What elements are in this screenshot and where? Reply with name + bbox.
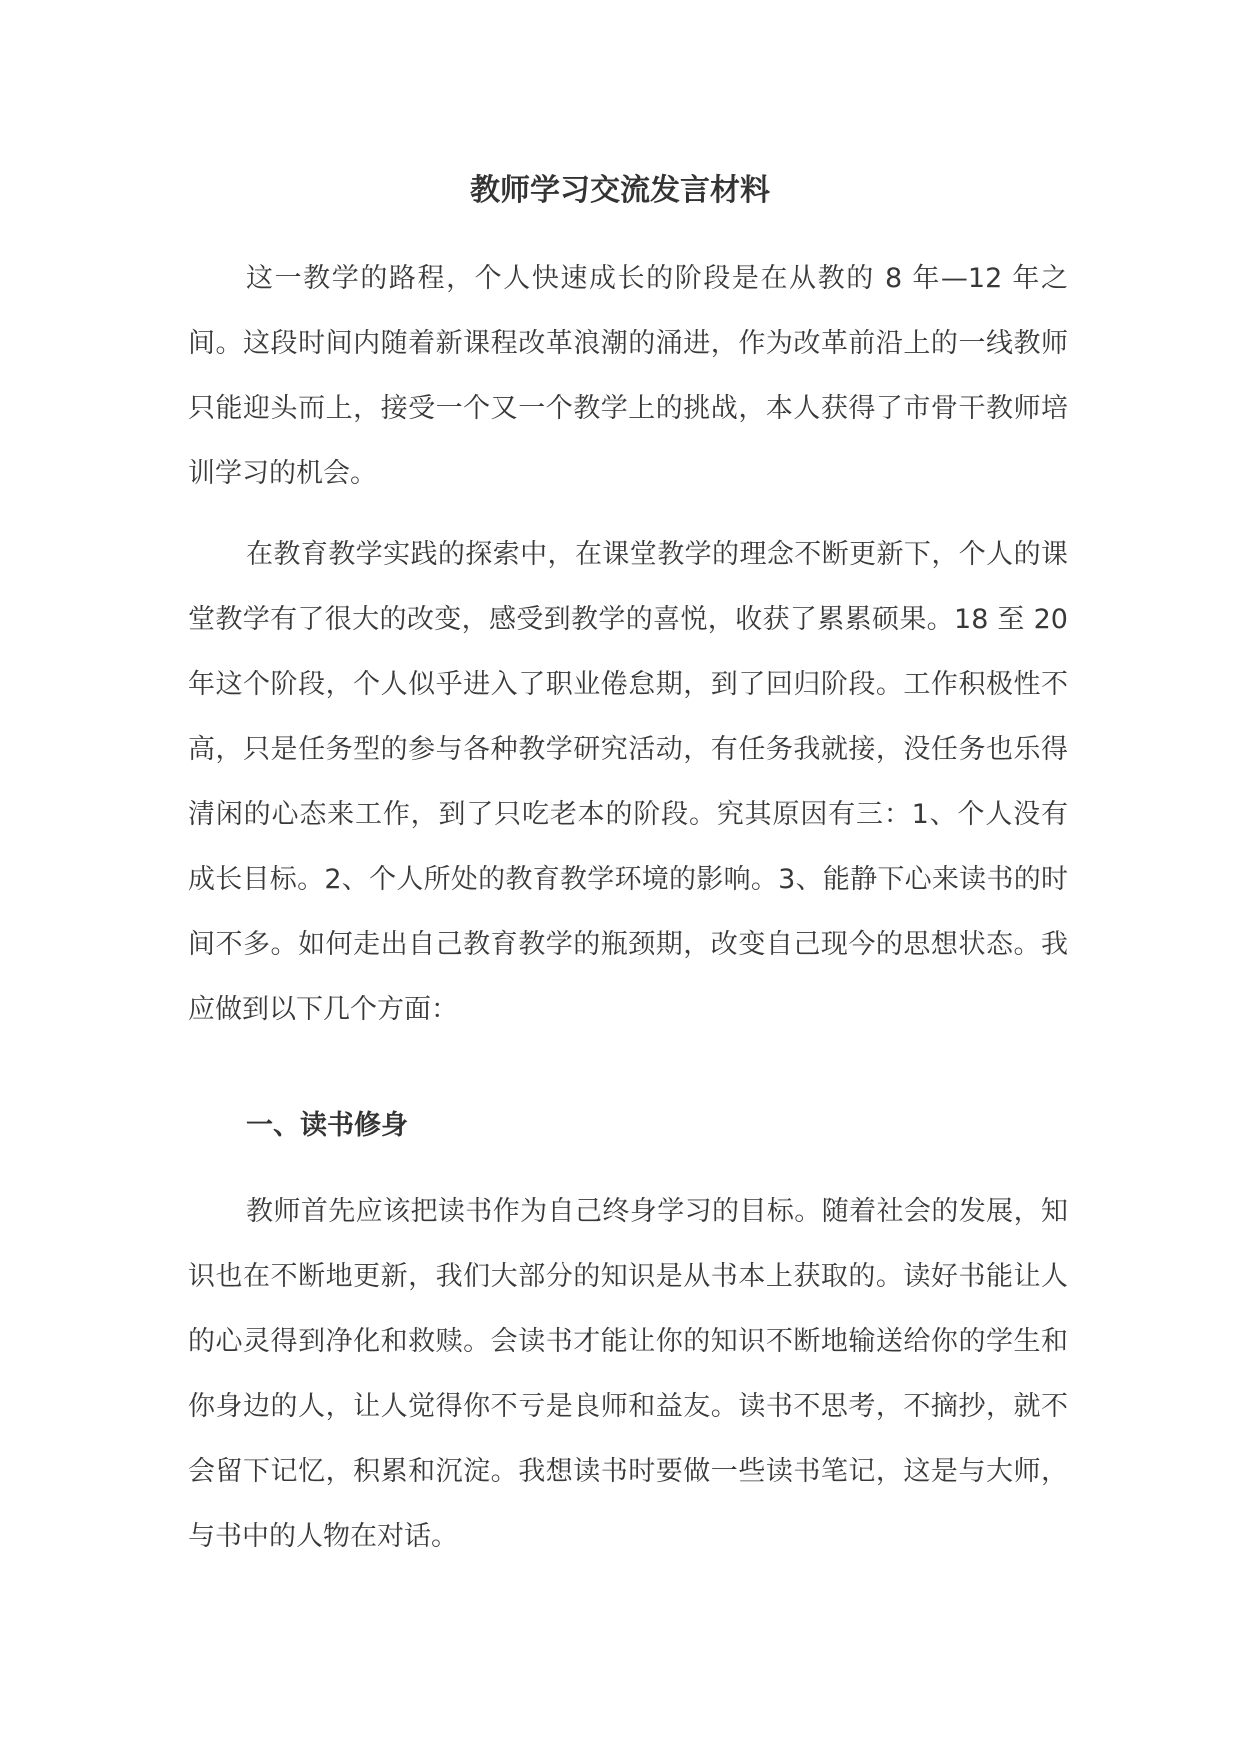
paragraph-reflection: 在教育教学实践的探索中，在课堂教学的理念不断更新下，个人的课堂教学有了很大的改变，感受到教学的喜悦，收获了累累硕果。18 至 20 年这个阶段，个人似乎进入了职业倦怠期，到了回归阶段。工作积极性不高，只是任务型的参与各种教学研究活动，有任务我就接，没任务也乐得清闲的心态来工作，到了只吃老本的阶段。究其原因有三：1、个人没有成长目标。2、个人所处的教育教学环境的影响。3、能静下心来读书的时间不多。如何走出自己教育教学的瓶颈期，改变自己现今的思想状态。我应做到以下几个方面： [188, 539, 1068, 1025]
paragraph-reading: 教师首先应该把读书作为自己终身学习的目标。随着社会的发展，知识也在不断地更新，我们大部分的知识是从书本上获取的。读好书能让人的心灵得到净化和救赎。会读书才能让你的知识不断地输送给你的学生和你身边的人，让人觉得你不亏是良师和益友。读书不思考，不摘抄，就不会留下记忆，积累和沉淀。我想读书时要做一些读书笔记，这是与大师，与书中的人物在对话。 [188, 1196, 1068, 1552]
paragraph-intro: 这一教学的路程，个人快速成长的阶段是在从教的 8 年—12 年之间。这段时间内随着新课程改革浪潮的涌进，作为改革前沿上的一线教师只能迎头而上，接受一个又一个教学上的挑战，本人获得了市骨干教师培训学习的机会。 [188, 263, 1068, 489]
document-title: 教师学习交流发言材料 [470, 173, 770, 208]
section-heading: 一、读书修身 [246, 1110, 408, 1141]
